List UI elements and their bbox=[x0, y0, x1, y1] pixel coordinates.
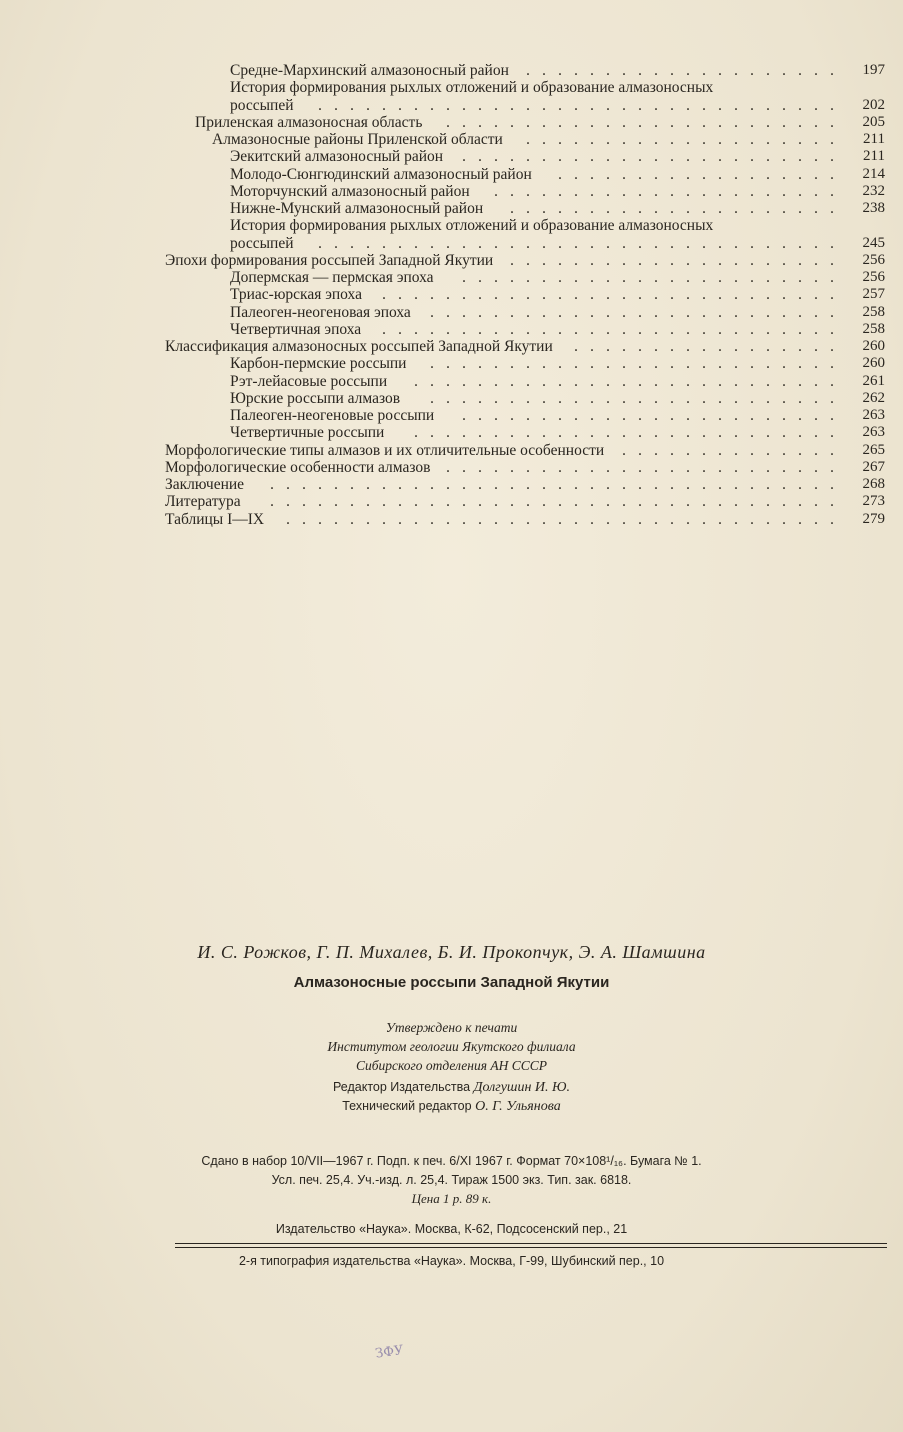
toc-entry-page: 214 bbox=[862, 165, 885, 182]
toc-entry-page: 273 bbox=[862, 493, 885, 510]
table-of-contents bbox=[0, 0, 903, 530]
toc-dot-leader: . . . . . . . . . . . . . . . . . . . . . . . . . . . bbox=[414, 424, 838, 442]
toc-entry-title: Приленская алмазоносная область bbox=[195, 113, 423, 131]
toc-entry-title: Средне-Мархинский алмазоносный район bbox=[230, 62, 509, 79]
toc-entry-page: 232 bbox=[862, 182, 885, 199]
tech-editor-line bbox=[0, 1099, 903, 1115]
toc-entry-title: Палеоген-неогеновая эпоха bbox=[230, 303, 411, 321]
toc-dot-leader: . . . . . . . . . . . . . . . . . . . . . . bbox=[494, 182, 838, 200]
toc-entry-title: Рэт-лейасовые россыпи bbox=[230, 372, 388, 390]
book-title: Алмазоносные россыпи Западной Якутии bbox=[293, 974, 610, 991]
toc-dot-leader: . . . . . . . . . . . . . . . . . . . . . . . . . . . . . . . . . . . . bbox=[270, 476, 838, 493]
toc-dot-leader: . . . . . . . . . . . . . . . . . . . . . . . . . . . . . . . . . . . . bbox=[270, 493, 838, 511]
toc-entry-title: Эекитский алмазоносный район bbox=[230, 148, 444, 166]
toc-entry-title: Карбон-пермские россыпи bbox=[230, 355, 407, 373]
toc-entry-title: Палеоген-неогеновые россыпи bbox=[230, 407, 435, 424]
toc-dot-leader: . . . . . . . . . . . . . . bbox=[622, 441, 838, 459]
toc-entry-continuation: россыпей bbox=[230, 96, 294, 114]
approval-line-3: Сибирского отделения АН СССР bbox=[355, 1058, 548, 1073]
toc-entry-page: 238 bbox=[862, 200, 885, 216]
toc-entry-title: Морфологические типы алмазов и их отличительные особенности bbox=[165, 441, 605, 459]
toc-entry-page: 202 bbox=[862, 96, 885, 113]
toc-entry-page: 260 bbox=[862, 355, 885, 372]
toc-entry-title: Алмазоносные районы Приленской области bbox=[212, 131, 503, 148]
toc-dot-leader: . . . . . . . . . . . . . . . . . . . . . . . . bbox=[462, 269, 838, 286]
toc-entry-page: 263 bbox=[862, 424, 885, 441]
toc-dot-leader: . . . . . . . . . . . . . . . . . . . . . . . . . . bbox=[430, 355, 838, 373]
toc-entry-page: 279 bbox=[862, 510, 885, 527]
toc-entry-title: Эпохи формирования россыпей Западной Якутии bbox=[165, 251, 494, 269]
tech-editor-label: Технический редактор bbox=[342, 1099, 472, 1113]
toc-dot-leader: . . . . . . . . . . . . . . . . . . bbox=[558, 165, 838, 183]
divider-rule-thin bbox=[175, 1247, 887, 1248]
toc-entry bbox=[0, 217, 903, 234]
toc-entry-page: 265 bbox=[862, 441, 885, 458]
toc-entry-page: 257 bbox=[862, 286, 885, 303]
toc-dot-leader: . . . . . . . . . . . . . . . . . . . . . . . . . . . . . . . . . . . bbox=[286, 510, 838, 528]
toc-dot-leader: . . . . . . . . . . . . . . . . . . . . . bbox=[510, 251, 838, 269]
toc-dot-leader: . . . . . . . . . . . . . . . . . . . . . . . . . . . bbox=[414, 372, 838, 390]
toc-dot-leader: . . . . . . . . . . . . . . . . . . . . . . . . . . . . . . . . . bbox=[318, 234, 838, 252]
toc-entry-page: 267 bbox=[862, 458, 885, 475]
toc-entry-title: Морфологические особенности алмазов bbox=[165, 458, 431, 476]
toc-entry-page: 262 bbox=[862, 389, 885, 406]
toc-entry-page: 245 bbox=[862, 234, 885, 251]
toc-entry-page: 211 bbox=[863, 148, 885, 165]
toc-dot-leader: . . . . . . . . . . . . . . . . . . . . . . . . . . . . . bbox=[382, 286, 838, 304]
toc-entry bbox=[0, 79, 903, 96]
toc-entry-page: 256 bbox=[862, 251, 885, 268]
print-info-line-1: Сдано в набор 10/VII—1967 г. Подп. к печ. 6/XI 1967 г. Формат 70×108¹/₁₆. Бумага № 1. bbox=[201, 1154, 702, 1168]
printer: 2-я типография издательства «Наука». Москва, Г-99, Шубинский пер., 10 bbox=[238, 1254, 665, 1268]
toc-dot-leader: . . . . . . . . . . . . . . . . . . . . . . . . . . bbox=[430, 303, 838, 321]
toc-entry-page: 258 bbox=[862, 303, 885, 320]
toc-entry-title: Молодо-Сюнгюдинский алмазоносный район bbox=[230, 165, 532, 183]
editor-line bbox=[0, 1080, 903, 1096]
toc-entry-title: Юрские россыпи алмазов bbox=[230, 389, 401, 407]
print-info-line-2: Усл. печ. 25,4. Уч.-изд. л. 25,4. Тираж 1500 экз. Тип. зак. 6818. bbox=[271, 1173, 632, 1187]
toc-entry-page: 205 bbox=[862, 113, 885, 130]
toc-dot-leader: . . . . . . . . . . . . . . . . . . . . . . . . . bbox=[446, 113, 838, 131]
divider-rule bbox=[175, 1243, 887, 1244]
toc-entry-title: Четвертичные россыпи bbox=[230, 424, 385, 442]
toc-entry-title: Классификация алмазоносных россыпей Западной Якутии bbox=[165, 338, 553, 355]
toc-entry-title: Допермская — пермская эпоха bbox=[230, 269, 434, 286]
toc-dot-leader: . . . . . . . . . . . . . . . . . . . . . . . . bbox=[462, 407, 838, 424]
toc-entry-title: Заключение bbox=[165, 476, 245, 493]
toc-dot-leader: . . . . . . . . . . . . . . . . . . . . . bbox=[510, 200, 838, 217]
publisher: Издательство «Наука». Москва, К-62, Подсосенский пер., 21 bbox=[275, 1222, 628, 1236]
approval-line-2: Институтом геологии Якутского филиала bbox=[327, 1039, 576, 1054]
toc-entry-title: Триас-юрская эпоха bbox=[230, 286, 362, 304]
toc-entry-page: 197 bbox=[862, 62, 885, 78]
toc-entry-title: История формирования рыхлых отложений и образование алмазоносных bbox=[230, 217, 714, 235]
toc-dot-leader: . . . . . . . . . . . . . . . . . . . . . . . . . bbox=[446, 458, 838, 476]
toc-entry-page: 258 bbox=[862, 320, 885, 337]
toc-entry-page: 268 bbox=[862, 476, 885, 492]
toc-dot-leader: . . . . . . . . . . . . . . . . . . . . . . . . . . . . . . . . . bbox=[318, 96, 838, 114]
approval-line-1: Утверждено к печати bbox=[385, 1020, 518, 1035]
toc-entry-title: Нижне-Мунский алмазоносный район bbox=[230, 200, 484, 217]
toc-entry-page: 256 bbox=[862, 269, 885, 285]
tech-editor-name: О. Г. Ульянова bbox=[475, 1099, 561, 1114]
toc-entry-title: История формирования рыхлых отложений и образование алмазоносных bbox=[230, 79, 714, 97]
toc-dot-leader: . . . . . . . . . . . . . . . . . . . . bbox=[526, 62, 838, 79]
toc-entry-continuation: россыпей bbox=[230, 234, 294, 252]
toc-entry-page: 261 bbox=[862, 372, 885, 389]
toc-dot-leader: . . . . . . . . . . . . . . . . . . . . . . . . bbox=[462, 148, 838, 166]
authors: И. С. Рожков, Г. П. Михалев, Б. И. Прокопчук, Э. А. Шамшина bbox=[197, 942, 706, 962]
toc-entry-title: Таблицы I—IX bbox=[165, 510, 265, 528]
toc-entry-page: 263 bbox=[862, 407, 885, 423]
toc-entry-title: Четвертичная эпоха bbox=[230, 320, 362, 338]
editor-label: Редактор Издательства bbox=[333, 1080, 471, 1094]
price: Цена 1 р. 89 к. bbox=[411, 1191, 492, 1206]
library-stamp: ЗФУ bbox=[374, 1342, 405, 1362]
toc-dot-leader: . . . . . . . . . . . . . . . . . . . . . . . . . . bbox=[430, 389, 838, 407]
editor-name: Долгушин И. Ю. bbox=[473, 1080, 570, 1095]
toc-dot-leader: . . . . . . . . . . . . . . . . . . . . . . . . . . . . . bbox=[382, 320, 838, 338]
toc-dot-leader: . . . . . . . . . . . . . . . . . . . . bbox=[526, 131, 838, 148]
toc-entry-title: Моторчунский алмазоносный район bbox=[230, 182, 470, 200]
toc-entry-page: 260 bbox=[862, 338, 885, 354]
toc-entry-page: 211 bbox=[863, 131, 885, 147]
toc-entry-title: Литература bbox=[165, 493, 241, 511]
toc-dot-leader: . . . . . . . . . . . . . . . . . bbox=[574, 338, 838, 355]
